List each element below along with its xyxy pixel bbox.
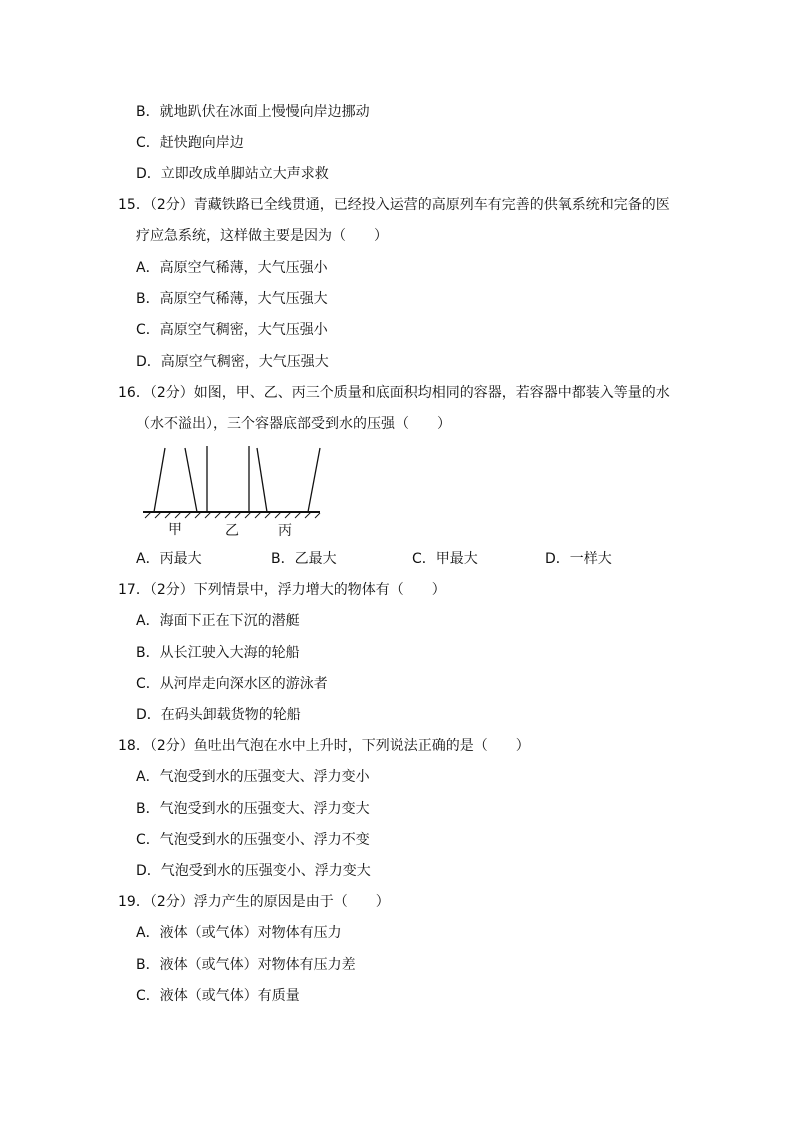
container-bing-left-wall: [257, 448, 267, 512]
container-jia-right-wall: [185, 448, 197, 512]
q15-option-b: B．高原空气稀薄，大气压强大: [136, 291, 328, 307]
q16-option-b: B．乙最大: [271, 551, 337, 567]
q17-option-a: A．海面下正在下沉的潜艇: [136, 613, 300, 629]
q18-option-b: B．气泡受到水的压强变大、浮力变大: [136, 801, 370, 817]
q14-option-c: C．赶快跑向岸边: [136, 135, 244, 151]
q15-option-c: C．高原空气稠密，大气压强小: [136, 322, 328, 338]
q19-option-b: B．液体（或气体）对物体有压力差: [136, 957, 356, 973]
container-jia-left-wall: [154, 448, 165, 512]
q18-option-a: A．气泡受到水的压强变大、浮力变小: [136, 769, 370, 785]
q19-option-c: C．液体（或气体）有质量: [136, 988, 300, 1004]
container-diagram-svg: [140, 446, 330, 542]
label-yi: 乙: [225, 523, 239, 539]
q14-option-d: D．立即改成单脚站立大声求救: [136, 166, 329, 182]
q16-option-d: D．一样大: [545, 551, 612, 567]
q14-option-b: B．就地趴伏在冰面上慢慢向岸边挪动: [136, 104, 370, 120]
q16-stem-line2: （水不溢出），三个容器底部受到水的压强（ ）: [136, 416, 451, 432]
label-bing: 丙: [278, 523, 292, 539]
q17-option-c: C．从河岸走向深水区的游泳者: [136, 676, 328, 692]
container-diagram: [140, 446, 330, 542]
q19-option-a: A．液体（或气体）对物体有压力: [136, 925, 342, 941]
q16-stem-line1: 16．（2分）如图，甲、乙、丙三个质量和底面积均相同的容器，若容器中都装入等量的水: [118, 385, 670, 401]
q16-option-a: A．丙最大: [136, 551, 202, 567]
q17-option-d: D．在码头卸载货物的轮船: [136, 707, 301, 723]
q15-option-a: A．高原空气稀薄，大气压强小: [136, 260, 328, 276]
q17-stem: 17．（2分）下列情景中，浮力增大的物体有（ ）: [118, 582, 446, 598]
q15-stem-line1: 15．（2分）青藏铁路已全线贯通，已经投入运营的高原列车有完善的供氧系统和完备的医: [118, 197, 670, 213]
q15-option-d: D．高原空气稠密，大气压强大: [136, 354, 329, 370]
q18-option-c: C．气泡受到水的压强变小、浮力不变: [136, 832, 370, 848]
container-bing-right-wall: [308, 448, 320, 512]
q16-option-c: C．甲最大: [412, 551, 478, 567]
label-jia: 甲: [168, 522, 182, 538]
q19-stem: 19．（2分）浮力产生的原因是由于（ ）: [118, 894, 390, 910]
q18-stem: 18．（2分）鱼吐出气泡在水中上升时，下列说法正确的是（ ）: [118, 738, 530, 754]
q17-option-b: B．从长江驶入大海的轮船: [136, 645, 300, 661]
q15-stem-line2: 疗应急系统，这样做主要是因为（ ）: [136, 228, 388, 244]
q18-option-d: D．气泡受到水的压强变小、浮力变大: [136, 863, 371, 879]
